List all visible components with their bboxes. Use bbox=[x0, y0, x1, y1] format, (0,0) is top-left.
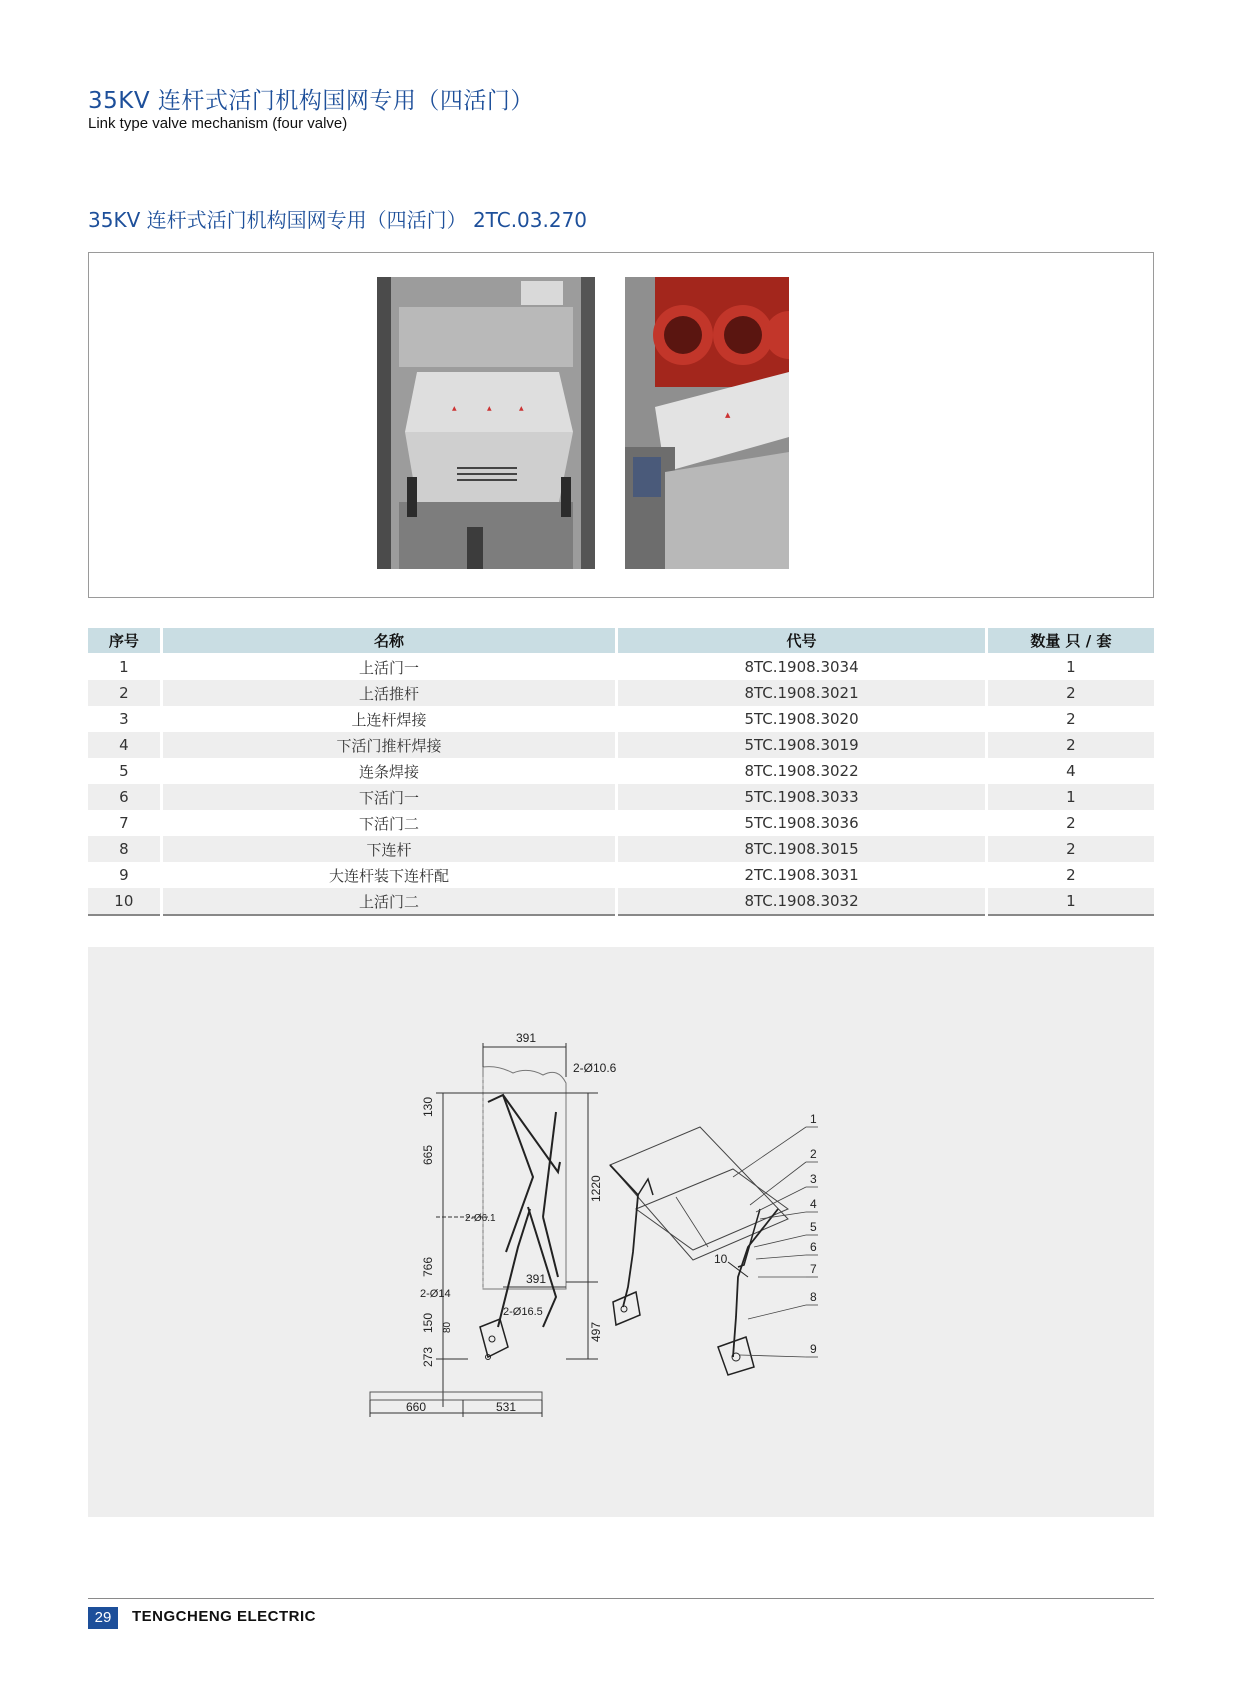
table-row bbox=[88, 732, 1154, 758]
dim-80: 80 bbox=[442, 1321, 453, 1333]
cell-name: 连条焊接 bbox=[358, 762, 419, 781]
callout-8: 8 bbox=[810, 1290, 817, 1304]
photo-frame bbox=[88, 252, 1154, 598]
isometric-drawing bbox=[610, 1127, 788, 1375]
cell-quantity: 2 bbox=[988, 732, 1154, 758]
table-row bbox=[88, 706, 1154, 732]
callout-3: 3 bbox=[810, 1172, 817, 1186]
dim-1220: 1220 bbox=[589, 1175, 603, 1202]
dim-130: 130 bbox=[421, 1096, 435, 1117]
table-row bbox=[88, 810, 1154, 836]
dim-hole-10-6: 2-Ø10.6 bbox=[573, 1061, 617, 1075]
cell-quantity: 2 bbox=[1066, 710, 1076, 728]
cabinet-photo-side bbox=[625, 277, 789, 569]
cell-code: 2TC.1908.3031 bbox=[744, 866, 859, 884]
dim-150: 150 bbox=[421, 1312, 435, 1333]
technical-drawing bbox=[88, 947, 1154, 1517]
svg-text:▲: ▲ bbox=[452, 405, 457, 412]
col-header-code: 代号 bbox=[618, 628, 985, 654]
page-title: 35KV 连杆式活门机构国网专用（四活门） bbox=[88, 88, 534, 114]
dim-766: 766 bbox=[421, 1256, 435, 1277]
cell-name: 上活门一 bbox=[358, 658, 419, 677]
dim-hole-16-5: 2-Ø16.5 bbox=[503, 1306, 543, 1318]
svg-text:▲: ▲ bbox=[519, 405, 524, 412]
dim-665: 665 bbox=[421, 1144, 435, 1165]
cabinet-photo-front bbox=[377, 277, 595, 569]
cell-name: 大连杆装下连杆配 bbox=[328, 866, 449, 885]
cell-name: 下连杆 bbox=[163, 836, 616, 862]
callout-2: 2 bbox=[810, 1147, 817, 1161]
cell-quantity: 2 bbox=[1066, 866, 1076, 884]
cell-name: 上连杆焊接 bbox=[351, 710, 427, 729]
col-header-name: 名称 bbox=[163, 628, 616, 654]
cell-index: 7 bbox=[119, 814, 129, 832]
cell-quantity: 2 bbox=[988, 680, 1154, 706]
cell-quantity: 4 bbox=[1066, 762, 1076, 780]
cell-code: 8TC.1908.3022 bbox=[744, 762, 859, 780]
cell-index: 10 bbox=[88, 888, 160, 916]
cell-name: 下活门推杆焊接 bbox=[163, 732, 616, 758]
dim-391-mid: 391 bbox=[526, 1272, 547, 1286]
cell-quantity: 1 bbox=[988, 888, 1154, 916]
table-row bbox=[88, 784, 1154, 810]
cell-code: 8TC.1908.3032 bbox=[618, 888, 985, 916]
table-row bbox=[88, 888, 1154, 916]
cell-quantity: 2 bbox=[1066, 814, 1076, 832]
cell-code: 5TC.1908.3036 bbox=[744, 814, 859, 832]
cell-code: 8TC.1908.3021 bbox=[618, 680, 985, 706]
dim-497: 497 bbox=[589, 1321, 603, 1342]
parts-table bbox=[85, 628, 1157, 916]
cell-code: 5TC.1908.3020 bbox=[744, 710, 859, 728]
cell-index: 3 bbox=[119, 710, 129, 728]
cell-code: 8TC.1908.3015 bbox=[618, 836, 985, 862]
cell-name: 上活推杆 bbox=[163, 680, 616, 706]
callout-10: 10 bbox=[714, 1252, 728, 1266]
cell-quantity: 1 bbox=[988, 784, 1154, 810]
page-number: 29 bbox=[88, 1607, 118, 1629]
section-title: 35KV 连杆式活门机构国网专用（四活门） 2TC.03.270 bbox=[88, 208, 588, 232]
callout-1: 1 bbox=[810, 1112, 817, 1126]
cell-name: 下活门一 bbox=[163, 784, 616, 810]
cell-index: 4 bbox=[88, 732, 160, 758]
cell-name: 上活门二 bbox=[163, 888, 616, 916]
svg-text:▲: ▲ bbox=[725, 411, 731, 419]
callout-5: 5 bbox=[810, 1220, 817, 1234]
col-header-quantity: 数量 只 / 套 bbox=[988, 628, 1154, 654]
cell-index: 5 bbox=[119, 762, 129, 780]
dimension-drawing bbox=[370, 1043, 598, 1417]
dim-hole-6-1: 2-Ø6.1 bbox=[465, 1213, 496, 1224]
callout-7: 7 bbox=[810, 1262, 817, 1276]
table-row bbox=[88, 654, 1154, 680]
cell-code: 5TC.1908.3033 bbox=[618, 784, 985, 810]
callout-6: 6 bbox=[810, 1240, 817, 1254]
page-subtitle-en: Link type valve mechanism (four valve) bbox=[88, 115, 348, 132]
dim-273: 273 bbox=[421, 1346, 435, 1367]
dim-660: 660 bbox=[406, 1400, 427, 1414]
dim-hole-14: 2-Ø14 bbox=[420, 1288, 451, 1300]
table-row bbox=[88, 862, 1154, 888]
cell-quantity: 1 bbox=[1066, 658, 1076, 676]
dim-531: 531 bbox=[496, 1400, 517, 1414]
table-row bbox=[88, 680, 1154, 706]
table-row bbox=[88, 836, 1154, 862]
cell-index: 1 bbox=[119, 658, 129, 676]
dim-391-top: 391 bbox=[516, 1031, 537, 1045]
cell-index: 8 bbox=[88, 836, 160, 862]
callout-4: 4 bbox=[810, 1197, 817, 1211]
cell-index: 6 bbox=[88, 784, 160, 810]
col-header-index: 序号 bbox=[88, 628, 160, 654]
cell-code: 8TC.1908.3034 bbox=[744, 658, 859, 676]
footer-divider bbox=[88, 1598, 1154, 1599]
callout-9: 9 bbox=[810, 1342, 817, 1356]
cell-quantity: 2 bbox=[988, 836, 1154, 862]
cell-code: 5TC.1908.3019 bbox=[618, 732, 985, 758]
cell-name: 下活门二 bbox=[358, 814, 419, 833]
brand-name: TENGCHENG ELECTRIC bbox=[132, 1608, 317, 1625]
table-row bbox=[88, 758, 1154, 784]
cell-index: 9 bbox=[119, 866, 129, 884]
svg-text:▲: ▲ bbox=[487, 405, 492, 412]
cell-index: 2 bbox=[88, 680, 160, 706]
